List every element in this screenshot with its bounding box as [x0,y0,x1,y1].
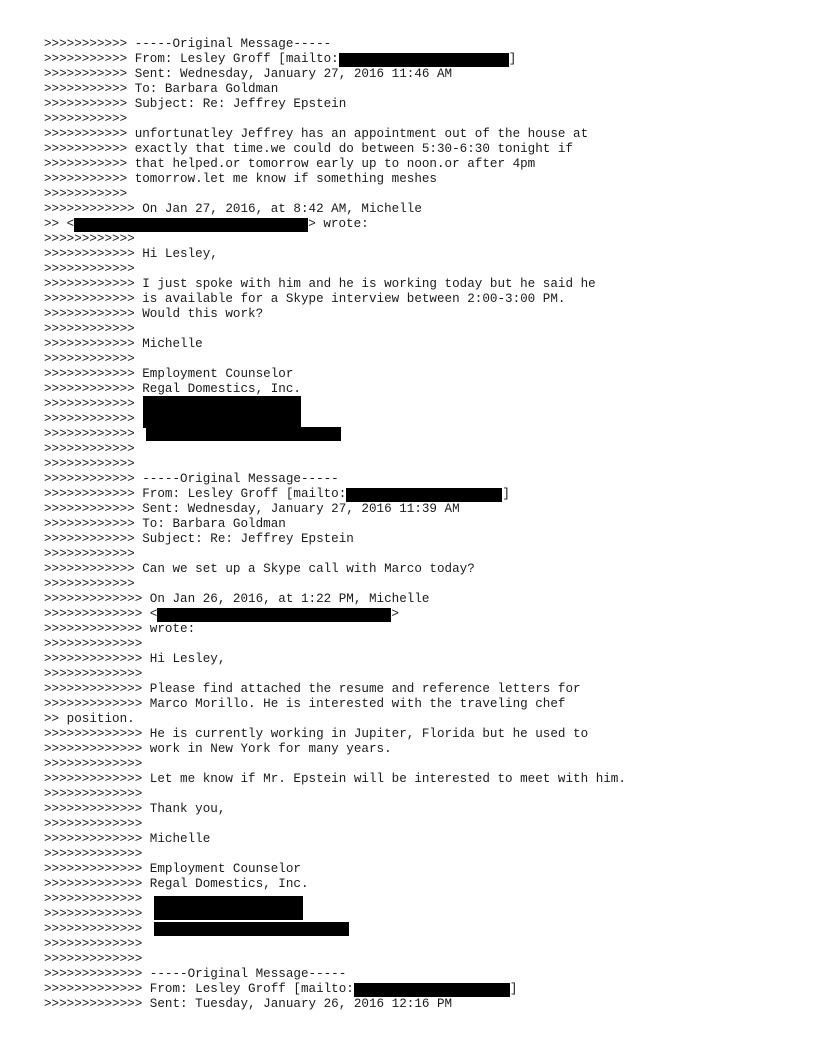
line-text: >>>>>>>>>>>> I just spoke with him and he is working today but he said he [44,277,596,291]
email-line [44,982,626,997]
line-text: >>>>>>>>>>> unfortunatley Jeffrey has an appointment out of the house at [44,127,589,141]
email-line [44,307,626,322]
line-text: >>>>>>>>>>> Subject: Re: Jeffrey Epstein [44,97,347,111]
line-text: >>>>>>>>>>>>> [44,907,143,921]
email-line [44,412,626,427]
email-line [44,82,626,97]
line-text: >>>>>>>>>>>> -----Original Message----- [44,472,339,486]
line-text: >>>>>>>>>>>> Sent: Wednesday, January 27, 2016 11:39 AM [44,502,460,516]
line-text: >>>>>>>>>>>>> [44,847,143,861]
email-line [44,592,626,607]
line-text: >>>>>>>>>>> Sent: Wednesday, January 27, 2016 11:46 AM [44,67,453,81]
line-text: >>>>>>>>>>>>> On Jan 26, 2016, at 1:22 PM, Michelle [44,592,430,606]
line-text: >>>>>>>>>>>> Regal Domestics, Inc. [44,382,301,396]
line-text: >>>>>>>>>>>> Hi Lesley, [44,247,218,261]
line-text: >>>>>>>>>>>>> He is currently working in Jupiter, Florida but he used to [44,727,589,741]
email-line [44,652,626,667]
email-line [44,532,626,547]
line-text: >>>>>>>>>>>> Subject: Re: Jeffrey Epstein [44,532,354,546]
line-text: >>>>>>>>>>>>> [44,937,143,951]
redaction-bar [354,983,510,997]
email-line [44,622,626,637]
redaction-block [154,922,349,936]
email-line [44,637,626,652]
line-text-after: ] [508,52,517,66]
email-line [44,487,626,502]
email-line [44,97,626,112]
line-text: >>>>>>>>>>>>> [44,787,143,801]
email-line [44,712,626,727]
line-text: >>>>>>>>>>>>> Marco Morillo. He is interested with the traveling chef [44,697,566,711]
line-text: >>>>>>>>>>> exactly that time.we could do between 5:30-6:30 tonight if [44,142,574,156]
line-text: >>>>>>>>>>>>> [44,637,143,651]
email-line [44,157,626,172]
line-text-after: > wrote: [308,217,369,231]
email-line [44,952,626,967]
line-text: >>>>>>>>>>>>> Please find attached the resume and reference letters for [44,682,581,696]
line-text: >>>>>>>>>>>>> Regal Domestics, Inc. [44,877,309,891]
line-text: >> position. [44,712,135,726]
email-line [44,52,626,67]
line-text: >>>>>>>>>>>> From: Lesley Groff [mailto: [44,487,347,501]
email-line [44,997,626,1012]
email-line [44,547,626,562]
line-text-after: ] [502,487,510,501]
email-line [44,802,626,817]
line-text: >>>>>>>>>>> From: Lesley Groff [mailto: [44,52,339,66]
line-text: >>>>>>>>>>>> To: Barbara Goldman [44,517,286,531]
line-text: >>>>>>>>>>>> [44,427,135,441]
line-text: >>>>>>>>>>>> [44,457,135,471]
redaction-bar [157,608,391,622]
line-text: >>>>>>>>>>>>> work in New York for many years. [44,742,392,756]
email-line [44,607,626,622]
line-text: >>>>>>>>>>>> Employment Counselor [44,367,294,381]
email-line [44,907,626,922]
line-text: >>>>>>>>>>>> [44,397,135,411]
email-line [44,472,626,487]
email-line [44,727,626,742]
line-text: >>>>>>>>>>>>> Sent: Tuesday, January 26, 2016 12:16 PM [44,997,453,1011]
line-text: >>>>>>>>>>>> [44,322,135,336]
email-line [44,322,626,337]
email-line [44,877,626,892]
email-line [44,67,626,82]
line-text: >>>>>>>>>>>>> < [44,607,158,621]
email-line [44,682,626,697]
email-line [44,262,626,277]
line-text: >>>>>>>>>>>> On Jan 27, 2016, at 8:42 AM, Michelle [44,202,422,216]
email-line [44,772,626,787]
email-line [44,667,626,682]
redaction-bar [339,53,509,67]
email-line [44,892,626,907]
email-line [44,382,626,397]
line-text: >>>>>>>>>>>> [44,442,135,456]
line-text: >>>>>>>>>>>>> wrote: [44,622,196,636]
email-line [44,127,626,142]
redaction-bar [346,488,502,502]
email-line [44,502,626,517]
email-line [44,577,626,592]
line-text: >>>>>>>>>>> -----Original Message----- [44,37,332,51]
email-line [44,277,626,292]
line-text: >>>>>>>>>>>> [44,577,135,591]
line-text: >>>>>>>>>>>>> Employment Counselor [44,862,301,876]
line-text: >>>>>>>>>>>>> [44,892,143,906]
line-text: >>>>>>>>>>>>> Thank you, [44,802,226,816]
line-text: >>>>>>>>>>> [44,112,128,126]
email-line [44,937,626,952]
line-text: >>>>>>>>>>>> [44,232,135,246]
line-text: >>>>>>>>>>>> [44,352,135,366]
line-text: >>>>>>>>>>> To: Barbara Goldman [44,82,279,96]
redaction-block [154,896,303,920]
line-text-after: ] [509,982,518,996]
line-text: >>>>>>>>>>>> Michelle [44,337,203,351]
line-text: >>>>>>>>>>> [44,187,128,201]
line-text: >>>>>>>>>>>>> [44,922,143,936]
email-line [44,367,626,382]
line-text: >>>>>>>>>>>>> Michelle [44,832,211,846]
email-line [44,352,626,367]
line-text: >>>>>>>>>>>>> [44,817,143,831]
email-line [44,217,626,232]
email-line [44,457,626,472]
line-text: >>>>>>>>>>>> [44,262,135,276]
redaction-block [143,396,301,428]
email-line [44,292,626,307]
email-thread-document [44,37,626,1012]
line-text-after: > [391,607,399,621]
line-text: >>>>>>>>>>>> Would this work? [44,307,264,321]
redaction-block [146,427,341,441]
email-line [44,817,626,832]
email-line [44,397,626,412]
email-line [44,787,626,802]
line-text: >>>>>>>>>>> tomorrow.let me know if something meshes [44,172,437,186]
line-text: >>>>>>>>>>> that helped.or tomorrow early up to noon.or after 4pm [44,157,536,171]
line-text: >>>>>>>>>>>>> -----Original Message----- [44,967,347,981]
email-line [44,697,626,712]
email-line [44,187,626,202]
redaction-bar [74,218,308,232]
line-text: >>>>>>>>>>>>> From: Lesley Groff [mailto: [44,982,354,996]
line-text: >>>>>>>>>>>>> Let me know if Mr. Epstein will be interested to meet with him. [44,772,626,786]
line-text: >>>>>>>>>>>>> [44,952,143,966]
email-line [44,517,626,532]
line-text: >>>>>>>>>>>> Can we set up a Skype call with Marco today? [44,562,475,576]
email-line [44,202,626,217]
email-line [44,757,626,772]
email-line [44,37,626,52]
line-text: >>>>>>>>>>>>> [44,667,143,681]
line-text: >>>>>>>>>>>> [44,547,135,561]
email-line [44,742,626,757]
email-line [44,232,626,247]
line-text: >>>>>>>>>>>>> Hi Lesley, [44,652,226,666]
email-line [44,142,626,157]
line-text: >> < [44,217,75,231]
line-text: >>>>>>>>>>>>> [44,757,143,771]
email-line [44,112,626,127]
email-line [44,337,626,352]
email-line [44,247,626,262]
email-line [44,862,626,877]
email-line [44,967,626,982]
email-line [44,832,626,847]
email-line [44,172,626,187]
email-line [44,847,626,862]
line-text: >>>>>>>>>>>> is available for a Skype interview between 2:00-3:00 PM. [44,292,566,306]
email-line [44,562,626,577]
email-line [44,442,626,457]
line-text: >>>>>>>>>>>> [44,412,135,426]
